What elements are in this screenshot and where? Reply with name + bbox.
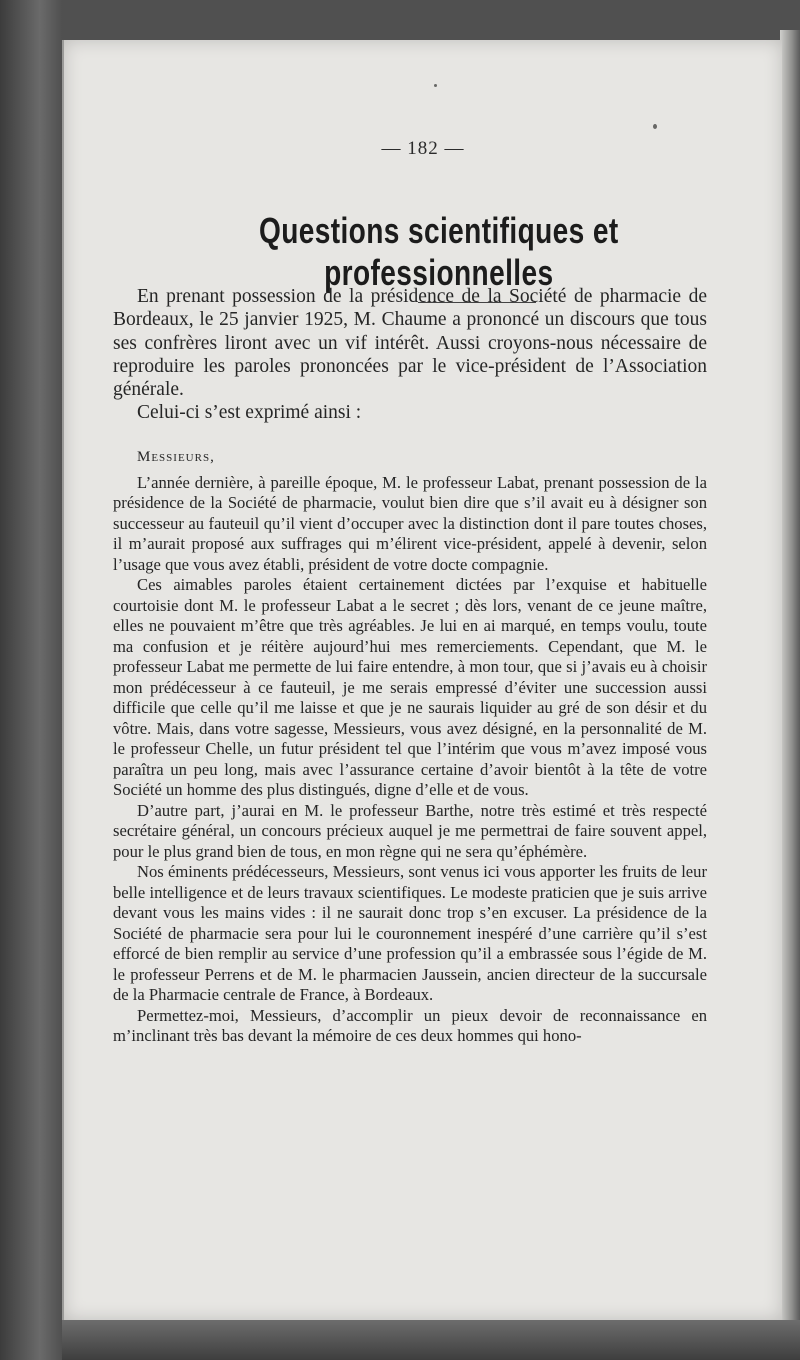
- speech-paragraph: D’autre part, j’aurai en M. le professeur Barthe, notre très estimé et très respecté secrétaire général, un concours précieux auquel je me permettrai de faire souvent appel, pour le plus grand bien de tous, en mon règne qui ne sera qu’éphémère.: [113, 800, 707, 861]
- ink-speck: [434, 84, 437, 87]
- speech-paragraph: L’année dernière, à pareille époque, M. le professeur Labat, prenant possession de la présidence de la Société de pharmacie, voulut bien dire que s’il avait eu à désigner son successeur au fauteuil qu’il vient d’occuper avec la distinction dont il pare toutes choses, il m’aurait proposé aux suffrages qui m’élirent vice-président, appelé à devenir, selon l’usage que vous avez établi, président de votre docte compagnie.: [113, 472, 707, 574]
- page-number: — 182 —: [381, 138, 465, 159]
- scan-bottom-shadow: [62, 1320, 800, 1360]
- intro-paragraph: Celui-ci s’est exprimé ainsi :: [137, 402, 362, 424]
- speech-paragraph: Ces aimables paroles étaient certainement dictées par l’exquise et habituelle courtoisie dont M. le professeur Labat a le secret ; dès lors, venant de ce jeune maître, elles ne pouvaient m’être que très agréables. Je lui en ai marqué, en temps voulu, toute ma confusion et je réitère aujourd’hui mes remerciements. Cependant, que M. le professeur Labat me permette de lui faire entendre, à mon tour, que si j’avais eu à choisir mon prédécesseur à ce fauteuil, je me serais empressé d’éviter une succession aussi difficile que celle qu’il me laisse et que je ne saurais liquider au gré de son désir et du vôtre. Mais, dans votre sagesse, Messieurs, vous avez désigné, en la personnalité de M. le professeur Chelle, un futur président tel que l’intérim que vous m’avez imposé vous paraîtra un peu long, mais avec l’assurance certaine d’avoir bientôt à la tête de votre Société un homme des plus distingués, digne d’elle et de vous.: [113, 575, 707, 800]
- page-title: Questions scientifiques et professionnelles: [258, 210, 619, 293]
- intro-paragraph: En prenant possession de la présidence de la Société de pharmacie de Bordeaux, le 25 janvier 1925, M. Chaume a prononcé un discours que tous ses confrères liront avec un vif intérêt. Aussi croyons-nous nécessaire de reproduire les paroles prononcées par le vice-président de l’Association générale.: [113, 286, 707, 401]
- ink-speck: [653, 124, 657, 129]
- speech-salutation: Messieurs,: [137, 448, 215, 465]
- speech-paragraph: Nos éminents prédécesseurs, Messieurs, sont venus ici vous apporter les fruits de leur belle intelligence et de leurs travaux scientifiques. Le modeste praticien que je suis arrive devant vous les mains vides : il ne saurait donc trop s’en excuser. La présidence de la Société de pharmacie sera pour lui le couronnement inespéré d’une carrière qu’il s’est efforcé de bien remplir au service d’une profession qu’il a embrassée sous l’égide de M. le professeur Perrens et de M. le pharmacien Jaussein, ancien directeur de la succursale de la Pharmacie centrale de France, à Bordeaux.: [113, 862, 707, 1005]
- page-stack-edge: [780, 30, 800, 1340]
- speech-paragraph: Permettez-moi, Messieurs, d’accomplir un pieux devoir de reconnaissance en m’inclinant très bas devant la mémoire de ces deux hommes qui hono-: [113, 1005, 707, 1046]
- intro-section: [113, 285, 707, 425]
- speech-section: [113, 447, 707, 1047]
- article-body: [113, 285, 707, 1047]
